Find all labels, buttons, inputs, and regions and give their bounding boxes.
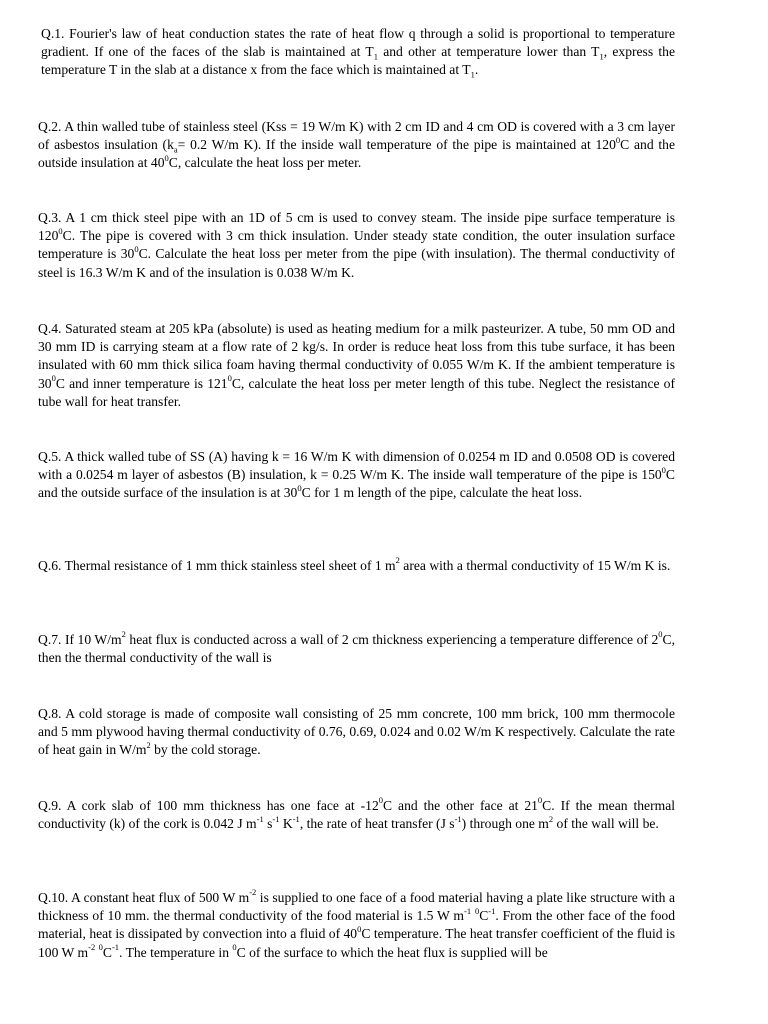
superscript: -1 bbox=[292, 813, 300, 824]
question-text: C bbox=[102, 944, 112, 960]
superscript: 0 bbox=[297, 482, 302, 493]
superscript: 0 bbox=[357, 923, 362, 934]
question-5 bbox=[38, 448, 675, 503]
superscript: -1 bbox=[111, 942, 120, 953]
question-10 bbox=[38, 889, 675, 962]
question-2 bbox=[38, 118, 675, 173]
question-text: Q.6. Thermal resistance of 1 mm thick stainless steel sheet of 1 m bbox=[38, 558, 396, 573]
superscript: -1 bbox=[488, 905, 496, 916]
question-text: C. Calculate the heat loss per meter from the pipe (with insulation). The thermal conductivity of steel is 16.3 W/m K and of the insulation is 0.038 W/m K. bbox=[38, 246, 675, 280]
question-6 bbox=[38, 557, 675, 575]
question-text: C. If the mean thermal conductivity (k) of the cork is 0.042 J m bbox=[38, 798, 675, 832]
question-text: C, then the thermal conductivity of the wall is bbox=[38, 632, 675, 666]
subscript: a bbox=[173, 144, 178, 155]
question-text: C bbox=[479, 908, 489, 924]
question-text: area with a thermal conductivity of 15 W/m K is. bbox=[399, 558, 671, 573]
question-4 bbox=[38, 320, 675, 411]
question-text: = 0.2 W/m K). If the inside wall temperature of the pipe is maintained at 120 bbox=[177, 137, 616, 153]
subscript: 1 bbox=[599, 51, 604, 62]
question-text: and other at temperature lower than T bbox=[377, 44, 600, 60]
question-text: ) through one m bbox=[461, 816, 549, 832]
superscript: 0 bbox=[661, 464, 666, 475]
question-text: C and the outside surface of the insulation is at 30 bbox=[38, 467, 675, 501]
subscript: 1 bbox=[470, 70, 475, 81]
question-text: . bbox=[474, 62, 479, 78]
question-text: Q.8. A cold storage is made of composite wall consisting of 25 mm concrete, 100 mm brick, 100 mm thermocole and 5 mm plywood having thermal conductivity of 0.76, 0.69, 0.024 and 0.02 W/m K respectively. Calculate the rate of heat gain in W/m bbox=[38, 706, 675, 758]
question-text: C, calculate the heat loss per meter length of this tube. Neglect the resistance of tube wall for heat transfer. bbox=[38, 375, 676, 409]
question-7 bbox=[38, 631, 675, 667]
superscript: 0 bbox=[58, 225, 63, 236]
superscript: 0 bbox=[474, 905, 480, 916]
question-text: C, calculate the heat loss per meter. bbox=[168, 155, 362, 171]
question-text: of the wall will be. bbox=[553, 816, 659, 832]
question-text: is supplied to one face of a food material having a plate like structure with a thickness of 10 mm. the thermal conductivity of the food material is 1.5 W m bbox=[38, 890, 676, 924]
question-text: Q.1. Fourier's law of heat conduction states the rate of heat flow q through a solid is proportional to temperature gradient. If one of the faces of the slab is maintained at T bbox=[41, 26, 675, 60]
superscript: -2 bbox=[88, 942, 96, 953]
question-text: . From the other face of the food material, heat is dissipated by convection into a fluid of 40 bbox=[38, 908, 675, 942]
superscript: 0 bbox=[537, 795, 543, 806]
question-text: , express the temperature T in the slab at a distance x from the face which is maintained at T bbox=[41, 44, 676, 78]
question-text: Q.3. A 1 cm thick steel pipe with an 1D of 5 cm is used to convey steam. The inside pipe surface temperature is 120 bbox=[38, 210, 675, 244]
superscript: 0 bbox=[164, 152, 169, 163]
subscript: 1 bbox=[373, 51, 378, 62]
superscript: 0 bbox=[378, 795, 384, 806]
question-text: by the cold storage. bbox=[150, 742, 261, 758]
question-3 bbox=[38, 209, 675, 282]
superscript: 0 bbox=[134, 243, 139, 254]
superscript: -2 bbox=[249, 887, 257, 898]
superscript: 0 bbox=[51, 373, 56, 384]
question-text: s bbox=[263, 816, 273, 832]
question-text: heat flux is conducted across a wall of 2 cm thickness experiencing a temperature difference of 2 bbox=[125, 632, 659, 647]
question-text: Q.2. A thin walled tube of stainless steel (Kss = 19 W/m K) with 2 cm ID and 4 cm OD is covered with a 3 cm layer of asbestos insulation (k bbox=[38, 119, 675, 153]
question-text: C and inner temperature is 121 bbox=[55, 375, 228, 391]
superscript: 0 bbox=[227, 373, 232, 384]
question-text: Q.7. If 10 W/m bbox=[38, 632, 122, 647]
question-text: . The temperature in bbox=[119, 944, 233, 960]
question-text: Q.4. Saturated steam at 205 kPa (absolute) is used as heating medium for a milk pasteurizer. A tube, 50 mm OD and 30 mm ID is carrying steam at a flow rate of 2 kg/s. In order is reduce heat loss from this tube surface, it has been insulated with 60 mm thick silica foam having thermal conductivity of 0.055 W/m K. If the ambient temperature is 30 bbox=[38, 321, 675, 391]
question-text: C for 1 m length of the pipe, calculate the heat loss. bbox=[301, 485, 583, 501]
superscript: -1 bbox=[272, 813, 280, 824]
superscript: -1 bbox=[454, 813, 462, 824]
question-8 bbox=[38, 705, 675, 760]
superscript: 2 bbox=[548, 813, 554, 824]
question-9 bbox=[38, 797, 675, 833]
question-text: C. The pipe is covered with 3 cm thick insulation. Under steady state condition, the outer insulation surface temperature is 30 bbox=[38, 228, 675, 262]
superscript: 0 bbox=[615, 134, 621, 145]
superscript: 0 bbox=[98, 942, 103, 953]
superscript: 0 bbox=[658, 629, 663, 640]
superscript: -1 bbox=[464, 905, 472, 916]
question-text: C and the outside insulation at 40 bbox=[38, 137, 675, 171]
superscript: 2 bbox=[121, 629, 126, 640]
question-text: , the rate of heat transfer (J s bbox=[299, 816, 455, 832]
question-text: Q.5. A thick walled tube of SS (A) having k = 16 W/m K with dimension of 0.0254 m ID and 0.0508 OD is covered with a 0.0254 m layer of asbestos (B) insulation, k = 0.25 W/m K. The inside wall temperature of the pipe is 150 bbox=[38, 449, 675, 483]
superscript: 2 bbox=[395, 555, 400, 566]
question-text: Q.9. A cork slab of 100 mm thickness has one face at -12 bbox=[38, 798, 379, 813]
question-text: C of the surface to which the heat flux is supplied will be bbox=[236, 944, 548, 960]
question-text: K bbox=[279, 816, 293, 832]
superscript: -1 bbox=[256, 813, 264, 824]
superscript: 2 bbox=[146, 739, 151, 750]
question-1 bbox=[41, 25, 675, 80]
question-text: Q.10. A constant heat flux of 500 W m bbox=[38, 890, 250, 905]
question-text: C temperature. The heat transfer coefficient of the fluid is 100 W m bbox=[38, 926, 675, 960]
superscript: 0 bbox=[232, 942, 237, 953]
question-text: C and the other face at 21 bbox=[383, 798, 538, 813]
